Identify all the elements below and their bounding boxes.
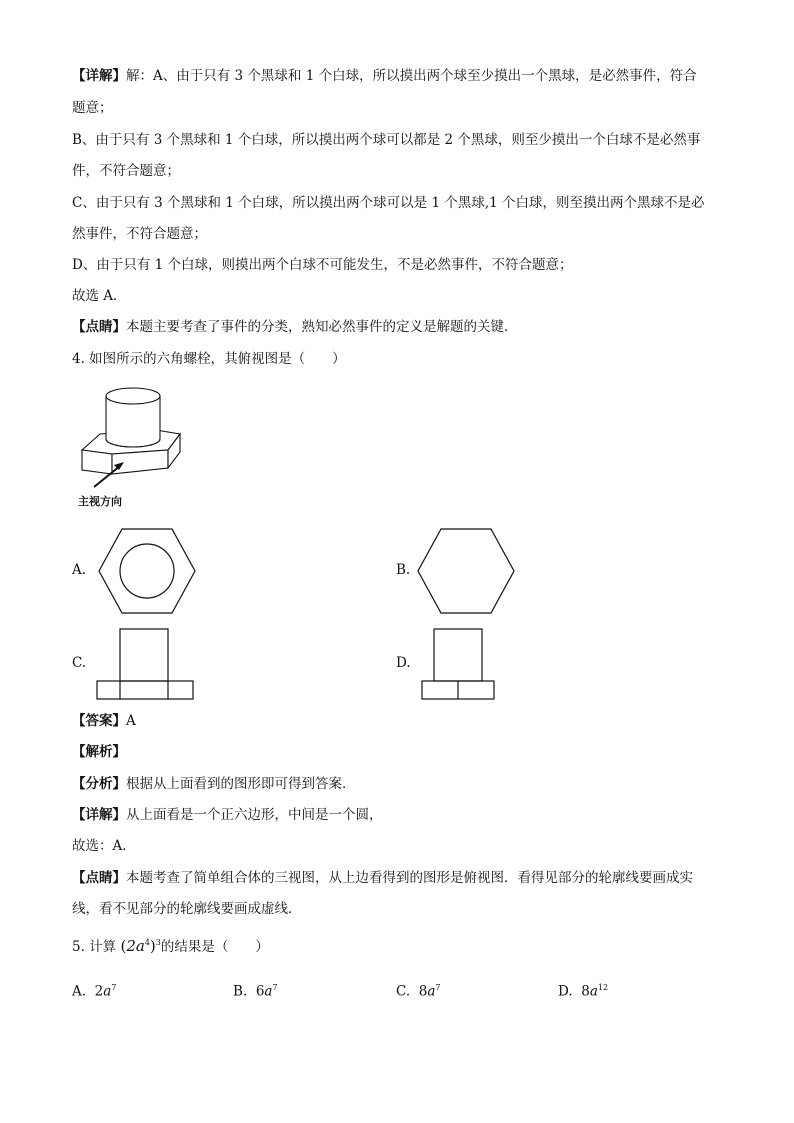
fenxi-text: 根据从上面看到的图形即可得到答案． [126,776,356,792]
option-exp: 7 [272,983,278,992]
comment-tag: 【点睛】 [72,870,126,886]
q4-analysis-tag: 【解析】 [72,744,126,760]
option-exp: 7 [435,983,441,992]
option-var: a [427,983,436,1000]
q5-stem-prefix: 5. 计算 [72,939,117,955]
answer-value: A [126,713,136,729]
q4-answer [72,711,136,731]
option-label: D. [558,983,573,1000]
q4-detail [72,805,383,825]
q3-choice: 故选 A． [72,288,127,304]
q3-detail-b-line1: B、由于只有 3 个黑球和 1 个白球，所以摸出两个球可以都是 2 个黑球，则至少摸出一个白球不是必然事 [72,132,701,148]
q5-option-a [72,978,116,1002]
option-b-figure [416,527,516,617]
q3-detail-c-line1: C、由于只有 3 个黑球和 1 个白球，所以摸出两个球可以是 1 个黑球,1 个白球，则至摸出两个黑球不是必 [72,195,705,211]
option-coef: 8 [581,983,590,1000]
comment-text: 本题主要考查了事件的分类，熟知必然事件的定义是解题的关键． [126,319,518,335]
option-exp: 7 [111,983,117,992]
option-coef: 6 [255,983,265,1000]
q3-detail-a-line2: 题意； [72,100,113,116]
q5-expression: $(2a^4)^3$ [120,937,161,955]
detail-tag: 【详解】 [72,807,126,823]
option-a-figure [97,527,197,617]
comment-text: 本题考查了简单组合体的三视图，从上边看得到的图形是俯视图．看得见部分的轮廓线要画成实 [126,870,693,886]
detail-text: 从上面看是一个正六边形，中间是一个圆， [126,807,383,823]
q4-stem: 4. 如图所示的六角螺栓，其俯视图是（ ） [72,351,346,367]
q5-option-d [558,978,608,1002]
option-a-label: A. [72,562,87,578]
option-label: A. [72,983,87,1000]
detail-text: 解：A、由于只有 3 个黑球和 1 个白球，所以摸出两个球至少摸出一个黑球，是必然事件，符合 [126,68,697,84]
option-var: a [264,983,273,1000]
option-var: a [103,983,112,1000]
option-coef: 8 [418,983,428,1000]
fenxi-tag: 【分析】 [72,776,126,792]
q3-detail-d: D、由于只有 1 个白球，则摸出两个白球不可能发生，不是必然事件，不符合题意； [72,257,573,273]
q4-fenxi [72,774,356,794]
q5-option-c [396,978,440,1002]
comment-tag: 【点睛】 [72,319,126,335]
q4-comment-line1 [72,868,693,888]
option-label: B. [233,983,248,1000]
q4-choice: 故选：A． [72,838,136,854]
expr-inner-exp: 4 [144,938,150,947]
q3-detail-b-line2: 件，不符合题意； [72,163,180,179]
q4-comment-line2: 线，看不见部分的轮廓线要画成虚线． [72,901,302,917]
option-coef: 2 [94,983,104,1000]
option-d-figure [420,627,500,701]
q5-option-b [233,978,278,1002]
option-var: a [589,983,598,1000]
detail-tag: 【详解】 [72,68,126,84]
option-d-label: D. [396,655,411,671]
expr-outer-exp: 3 [155,938,161,947]
q5-stem-suffix: 的结果是（ ） [160,939,269,955]
option-b-label: B. [396,562,411,578]
q3-detail-a-line1 [72,66,697,86]
q3-detail-c-line2: 然事件，不符合题意； [72,226,207,242]
option-label: C. [396,983,411,1000]
option-c-label: C. [72,655,87,671]
answer-tag: 【答案】 [72,713,126,729]
figure-caption: 主视方向 [78,495,122,508]
option-exp: 12 [597,983,609,992]
q5-stem [72,933,269,957]
expr-base: 2a [126,937,145,955]
option-c-figure [95,627,195,701]
q3-comment [72,317,518,337]
